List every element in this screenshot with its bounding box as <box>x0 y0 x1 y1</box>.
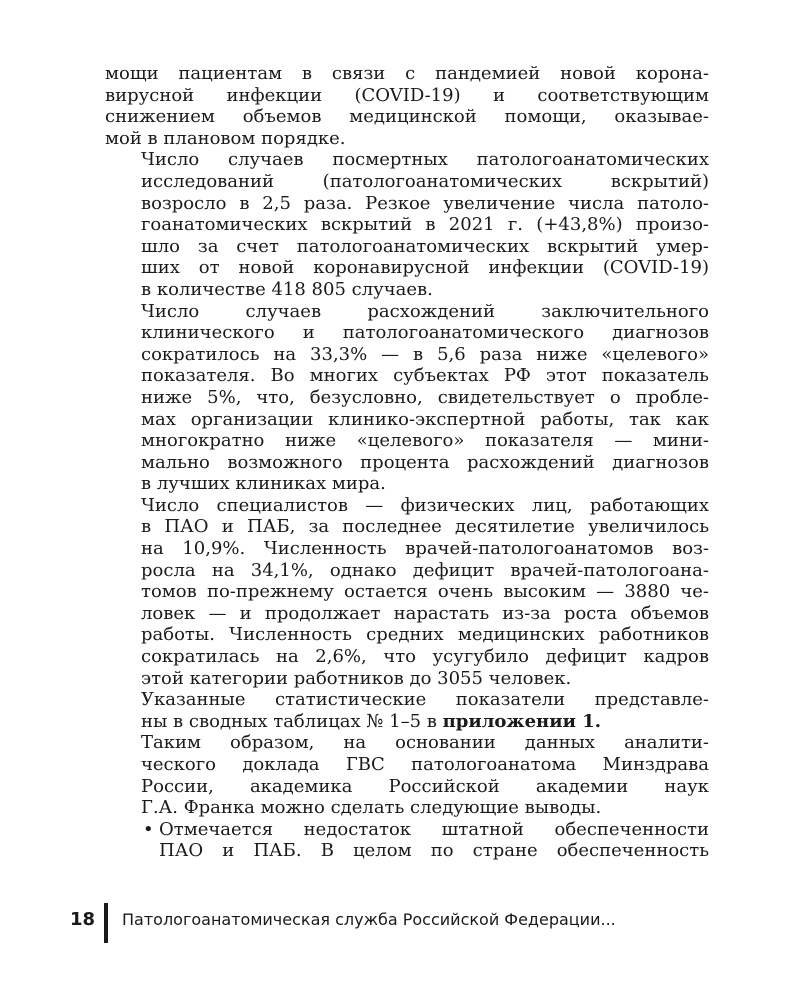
text-line: исследований (патологоанатомических вскрытий) <box>141 170 709 192</box>
text-line: в количестве 418 805 случаев. <box>141 278 433 300</box>
text-line: Число случаев расхождений заключительного <box>141 300 709 322</box>
text-line: сократилась на 2,6%, что усугубило дефицит кадров <box>141 646 709 668</box>
text-line: снижением объемов медицинской помощи, оказывае- <box>105 106 709 128</box>
text-line: России, академика Российской академии наук <box>141 775 709 797</box>
bullet-icon: • <box>143 818 154 840</box>
text-line: ниже 5%, что, безусловно, свидетельствует о пробле- <box>141 386 709 408</box>
text-line: на 10,9%. Численность врачей-патологоанатомов воз- <box>141 538 709 560</box>
text-line: возросло в 2,5 раза. Резкое увеличение числа патоло- <box>141 192 709 214</box>
text-line: мах организации клинико-экспертной работы, так как <box>141 408 709 430</box>
running-title: Патологоанатомическая служба Российской Федерации... <box>122 910 616 929</box>
text-line: в лучших клиниках мира. <box>141 473 386 495</box>
text-line <box>105 711 709 733</box>
body-text <box>105 63 709 862</box>
text-line: вирусной инфекции (COVID-19) и соответствующим <box>105 84 709 106</box>
text-line: Таким образом, на основании данных аналити- <box>141 732 709 754</box>
text-line: этой категории работников до 3055 человек. <box>141 667 572 689</box>
text-line: показателя. Во многих субъектах РФ этот показатель <box>141 365 709 387</box>
text-line: многократно ниже «целевого» показателя — мини- <box>141 430 709 452</box>
paragraph-conclusions-intro <box>105 732 709 818</box>
text-line: ловек — и продолжает нарастать из-за роста объемов <box>141 602 709 624</box>
appendix-reference: приложении 1. <box>442 710 601 732</box>
text-line: работы. Численность средних медицинских работников <box>141 624 709 646</box>
paragraph-autopsies <box>105 149 709 300</box>
text-line: гоанатомических вскрытий в 2021 г. (+43,8%) произо- <box>141 214 709 236</box>
text-line: мально возможного процента расхождений диагнозов <box>141 451 709 473</box>
page-number: 18 <box>70 909 96 930</box>
text-line: мощи пациентам в связи с пандемией новой корона- <box>105 63 709 84</box>
text-fragment: ны в сводных таблицах № 1–5 в <box>141 710 443 732</box>
footer-divider <box>104 903 108 943</box>
text-line: Число специалистов — физических лиц, работающих <box>141 494 709 516</box>
paragraph-continuation <box>105 63 709 149</box>
text-line: Указанные статистические показатели представле- <box>141 689 709 711</box>
text-line: ческого доклада ГВС патологоанатома Минздрава <box>141 754 709 775</box>
text-line: мой в плановом порядке. <box>105 127 346 149</box>
text-line: шло за счет патологоанатомических вскрытий умер- <box>141 235 709 257</box>
text-line: клинического и патологоанатомического диагнозов <box>141 322 709 344</box>
page-footer <box>60 903 760 943</box>
paragraph-statistics-reference <box>105 689 709 732</box>
text-line: Число случаев посмертных патологоанатомических <box>141 149 709 171</box>
conclusions-list <box>105 819 709 862</box>
text-line: росла на 34,1%, однако дефицит врачей-патологоана- <box>141 559 709 581</box>
paragraph-specialists <box>105 495 709 689</box>
text-line: сократилось на 33,3% — в 5,6 раза ниже «целевого» <box>141 343 709 365</box>
text-line: в ПАО и ПАБ, за последнее десятилетие увеличилось <box>141 516 709 538</box>
text-line: томов по-прежнему остается очень высоким — 3880 че- <box>141 581 709 603</box>
text-line: ших от новой коронавирусной инфекции (COVID-19) <box>141 257 709 279</box>
list-item <box>125 819 709 862</box>
text-line: Г.А. Франка можно сделать следующие выводы. <box>141 797 602 819</box>
text-line: ПАО и ПАБ. В целом по стране обеспеченность <box>159 840 709 862</box>
text-line: Отмечается недостаток штатной обеспеченности <box>159 818 709 840</box>
paragraph-discrepancies <box>105 301 709 495</box>
